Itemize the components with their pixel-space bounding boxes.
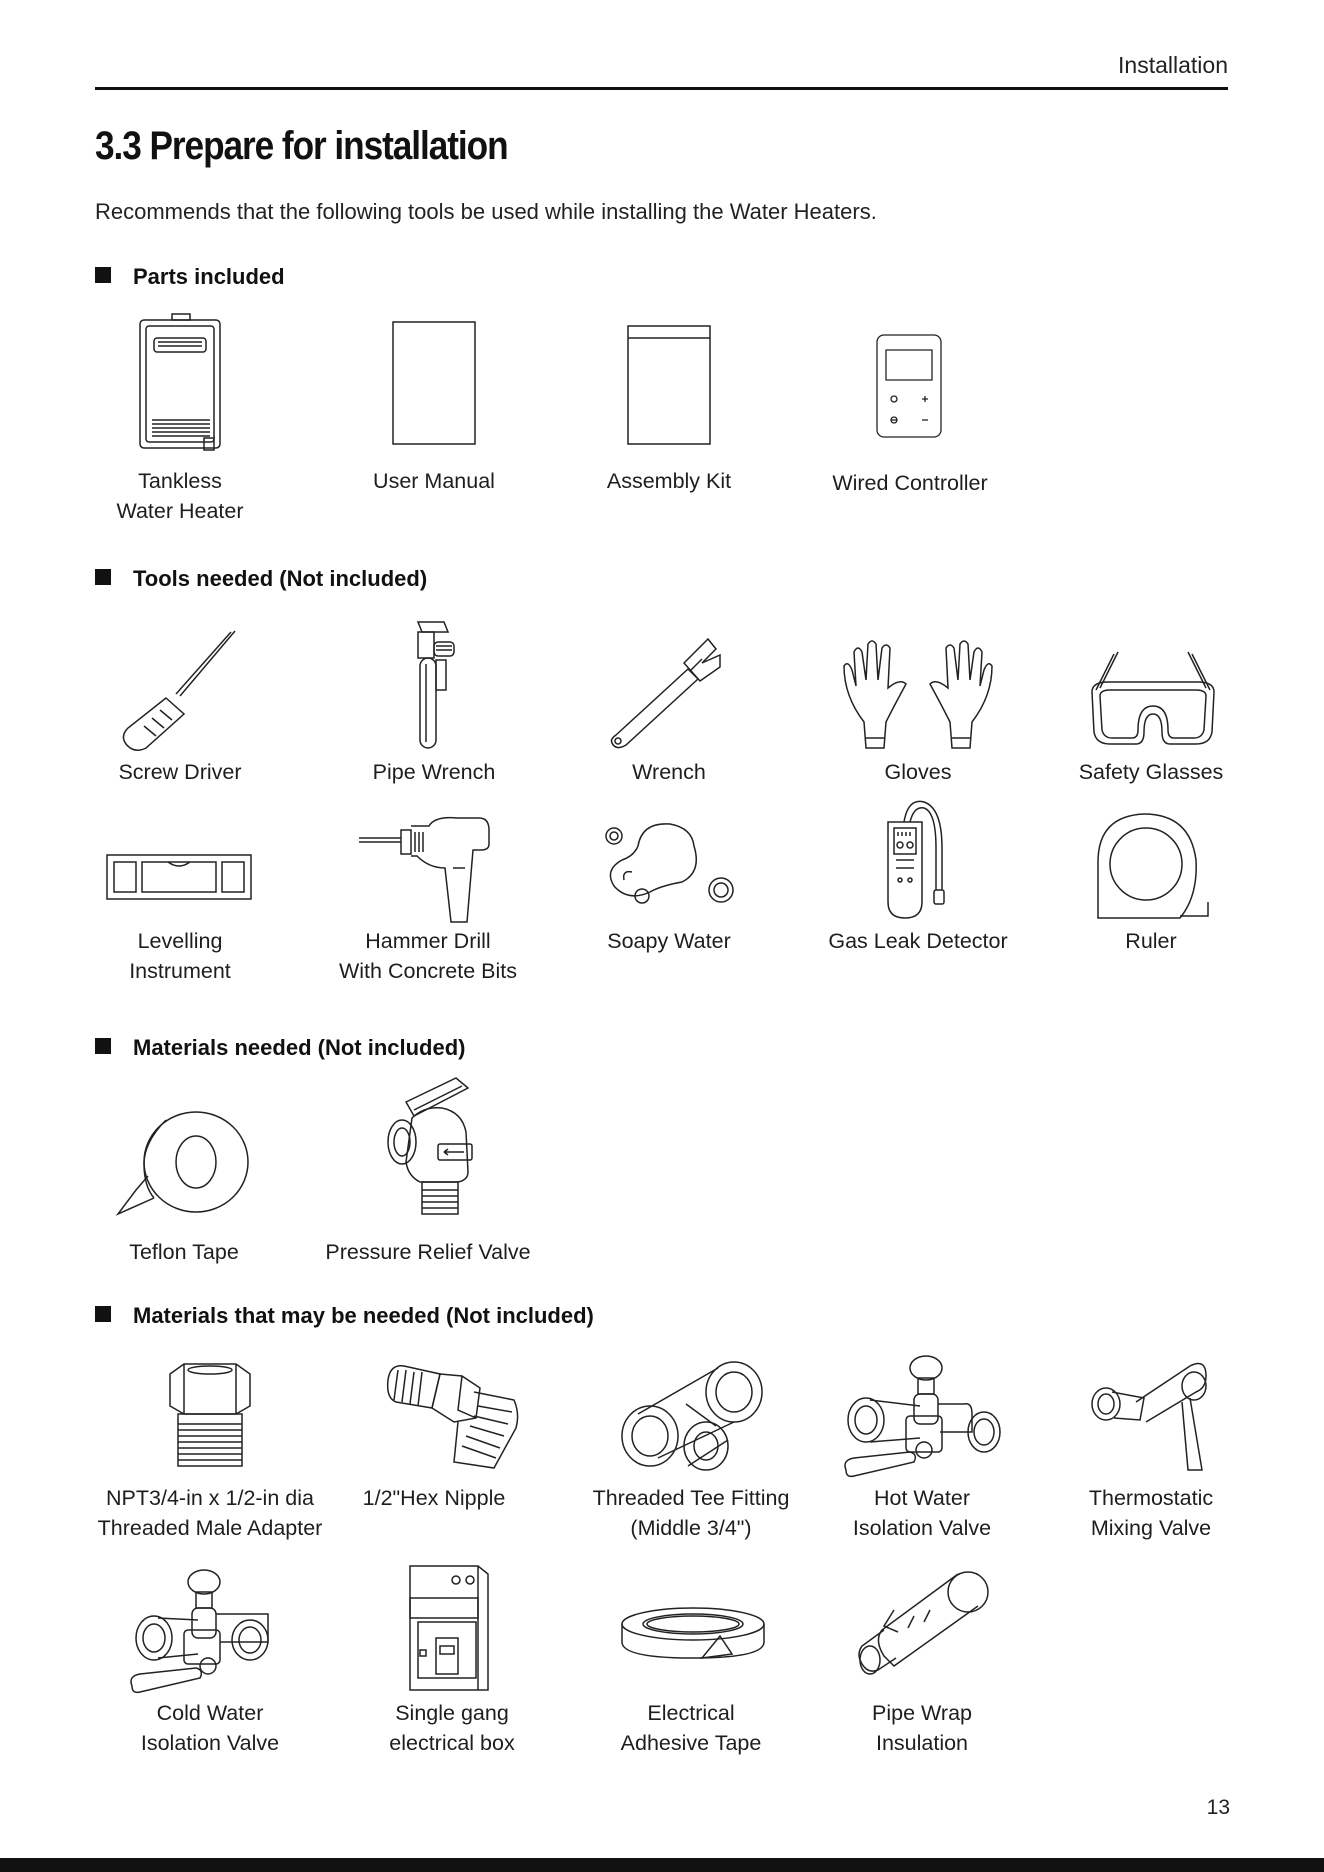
item-label: Hammer Drill With Concrete Bits	[338, 929, 518, 983]
group-heading-label: Materials needed (Not included)	[133, 1035, 466, 1060]
item-label: User Manual	[373, 469, 495, 493]
group-heading-tools	[95, 565, 427, 593]
pipe-insulation-icon	[854, 1570, 992, 1678]
group-heading-optional-materials	[95, 1302, 594, 1330]
group-heading-label: Materials that may be needed (Not included)	[133, 1303, 594, 1328]
teflon-tape-icon	[114, 1106, 254, 1214]
intro-text: Recommends that the following tools be used while installing the Water Heaters.	[95, 199, 877, 224]
gas-leak-detector-icon	[874, 798, 948, 920]
item-label: Thermostatic Mixing Valve	[1088, 1486, 1214, 1540]
hammer-drill-icon	[357, 816, 491, 922]
item-label: Gas Leak Detector	[828, 929, 1008, 953]
assembly-kit-icon	[627, 325, 711, 445]
soapy-water-icon	[602, 820, 738, 908]
bottom-rule	[0, 1858, 1324, 1872]
item-label: Gloves	[884, 760, 952, 784]
bullet-square-icon	[95, 569, 111, 585]
bullet-square-icon	[95, 1038, 111, 1054]
item-label: Hot Water Isolation Valve	[852, 1486, 992, 1540]
gloves-icon	[840, 640, 996, 750]
hot-water-valve-icon	[840, 1350, 1006, 1482]
level-icon	[106, 854, 252, 900]
bullet-square-icon	[95, 267, 111, 283]
item-label: Levelling Instrument	[129, 929, 231, 983]
item-label: Single gang electrical box	[389, 1701, 515, 1755]
safety-glasses-icon	[1088, 648, 1218, 748]
tankless-water-heater-icon	[136, 312, 226, 456]
pressure-relief-valve-icon	[384, 1076, 484, 1216]
screwdriver-icon	[118, 628, 240, 750]
bullet-square-icon	[95, 1306, 111, 1322]
group-heading-label: Tools needed (Not included)	[133, 566, 428, 591]
item-label: Wired Controller	[832, 471, 988, 495]
tee-fitting-icon	[618, 1356, 766, 1472]
pipe-wrench-icon	[410, 620, 458, 752]
group-heading-label: Parts included	[133, 264, 285, 289]
adjustable-wrench-icon	[608, 637, 724, 751]
item-label: Threaded Tee Fitting (Middle 3/4")	[592, 1486, 790, 1540]
page-number: 13	[1206, 1796, 1230, 1819]
item-label: Pressure Relief Valve	[325, 1240, 531, 1264]
item-label: Soapy Water	[607, 929, 731, 953]
item-label: Screw Driver	[118, 760, 242, 784]
item-label: Electrical Adhesive Tape	[620, 1701, 762, 1755]
cold-water-valve-icon	[128, 1562, 294, 1694]
header-section-label: Installation	[1118, 52, 1228, 78]
item-label: Cold Water Isolation Valve	[140, 1701, 280, 1755]
group-heading-materials	[95, 1034, 466, 1062]
wired-controller-icon	[876, 334, 942, 438]
item-label: Teflon Tape	[129, 1240, 239, 1264]
hex-nipple-icon	[384, 1362, 520, 1474]
mixing-valve-icon	[1086, 1358, 1212, 1472]
item-label: Pipe Wrap Insulation	[872, 1701, 972, 1755]
item-label: Ruler	[1125, 929, 1177, 953]
user-manual-icon	[392, 321, 476, 445]
item-label: NPT3/4-in x 1/2-in dia Threaded Male Adapter	[97, 1486, 323, 1540]
item-label: Safety Glasses	[1078, 760, 1224, 784]
electrical-box-icon	[404, 1564, 494, 1692]
item-label: Tankless Water Heater	[116, 469, 244, 523]
item-label: Pipe Wrench	[372, 760, 496, 784]
header-rule	[95, 87, 1228, 90]
group-heading-parts	[95, 263, 285, 291]
item-label: 1/2"Hex Nipple	[362, 1486, 506, 1510]
male-adapter-icon	[166, 1362, 254, 1468]
item-label: Assembly Kit	[606, 469, 732, 493]
tape-measure-icon	[1092, 812, 1210, 922]
item-label: Wrench	[632, 760, 706, 784]
page-title: 3.3 Prepare for installation	[95, 124, 508, 168]
electrical-tape-icon	[620, 1606, 766, 1662]
